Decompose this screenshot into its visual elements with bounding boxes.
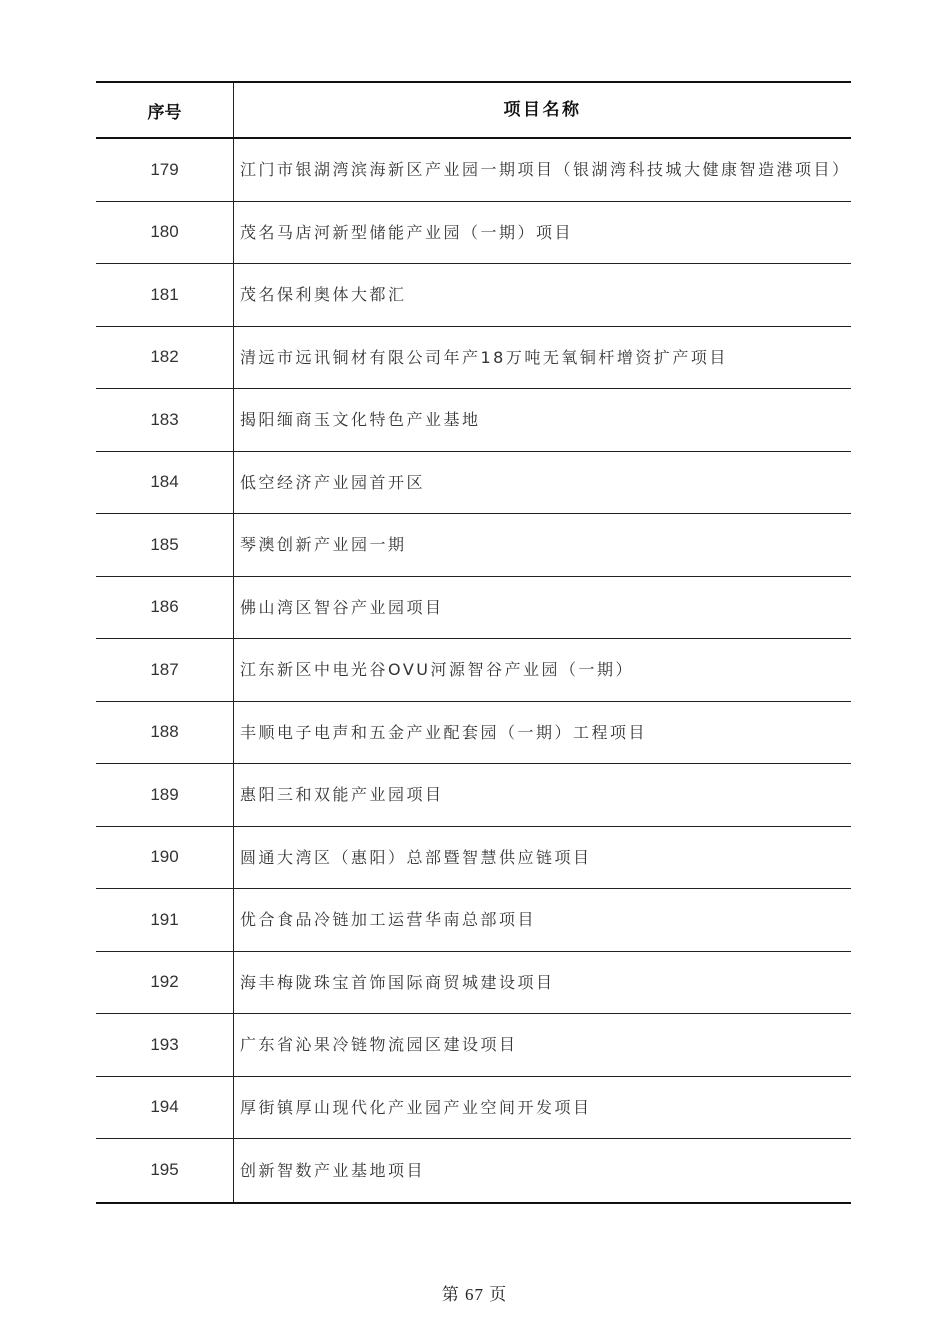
project-name: 茂名马店河新型储能产业园（一期）项目 — [240, 222, 574, 242]
row-number: 189 — [96, 764, 234, 826]
row-number: 184 — [96, 452, 234, 514]
row-number: 183 — [96, 389, 234, 451]
table-row — [96, 202, 851, 265]
project-name: 低空经济产业园首开区 — [240, 472, 426, 492]
row-number: 182 — [96, 327, 234, 389]
project-name: 惠阳三和双能产业园项目 — [240, 785, 444, 805]
row-number: 185 — [96, 514, 234, 576]
row-number: 179 — [96, 139, 234, 201]
row-number: 192 — [96, 952, 234, 1014]
row-number: 191 — [96, 889, 234, 951]
table-row — [96, 764, 851, 827]
row-number: 188 — [96, 702, 234, 764]
project-name: 江东新区中电光谷OVU河源智谷产业园（一期） — [240, 660, 634, 680]
table-row — [96, 1014, 851, 1077]
table-row — [96, 264, 851, 327]
table-row — [96, 1139, 851, 1202]
row-number: 194 — [96, 1077, 234, 1139]
header-number: 序号 — [96, 83, 234, 137]
table-row — [96, 889, 851, 952]
project-name: 揭阳缅商玉文化特色产业基地 — [240, 410, 481, 430]
project-name: 丰顺电子电声和五金产业配套园（一期）工程项目 — [240, 722, 648, 742]
row-number: 186 — [96, 577, 234, 639]
row-number: 193 — [96, 1014, 234, 1076]
project-name: 海丰梅陇珠宝首饰国际商贸城建设项目 — [240, 972, 555, 992]
table-row — [96, 327, 851, 390]
table-row — [96, 1077, 851, 1140]
table-row — [96, 827, 851, 890]
project-table — [96, 81, 851, 1204]
row-number: 195 — [96, 1139, 234, 1202]
row-number: 187 — [96, 639, 234, 701]
page-number: 第 67 页 — [441, 1285, 508, 1304]
table-row — [96, 389, 851, 452]
row-number: 190 — [96, 827, 234, 889]
project-name: 茂名保利奥体大都汇 — [240, 285, 407, 305]
project-name: 优合食品冷链加工运营华南总部项目 — [240, 910, 537, 930]
project-name: 琴澳创新产业园一期 — [240, 535, 407, 555]
table-row — [96, 702, 851, 765]
table-header — [96, 83, 851, 139]
row-number: 181 — [96, 264, 234, 326]
project-name: 圆通大湾区（惠阳）总部暨智慧供应链项目 — [240, 847, 592, 867]
project-name: 清远市远讯铜材有限公司年产18万吨无氧铜杆增资扩产项目 — [240, 347, 728, 367]
table-row — [96, 514, 851, 577]
project-name: 广东省沁果冷链物流园区建设项目 — [240, 1035, 518, 1055]
table-row — [96, 577, 851, 640]
project-name: 佛山湾区智谷产业园项目 — [240, 597, 444, 617]
project-name: 江门市银湖湾滨海新区产业园一期项目（银湖湾科技城大健康智造港项目） — [240, 160, 851, 180]
table-row — [96, 452, 851, 515]
project-name: 厚街镇厚山现代化产业园产业空间开发项目 — [240, 1097, 592, 1117]
table-row — [96, 639, 851, 702]
header-name: 项目名称 — [503, 99, 582, 120]
table-row — [96, 952, 851, 1015]
project-name: 创新智数产业基地项目 — [240, 1160, 426, 1180]
row-number: 180 — [96, 202, 234, 264]
table-row — [96, 139, 851, 202]
